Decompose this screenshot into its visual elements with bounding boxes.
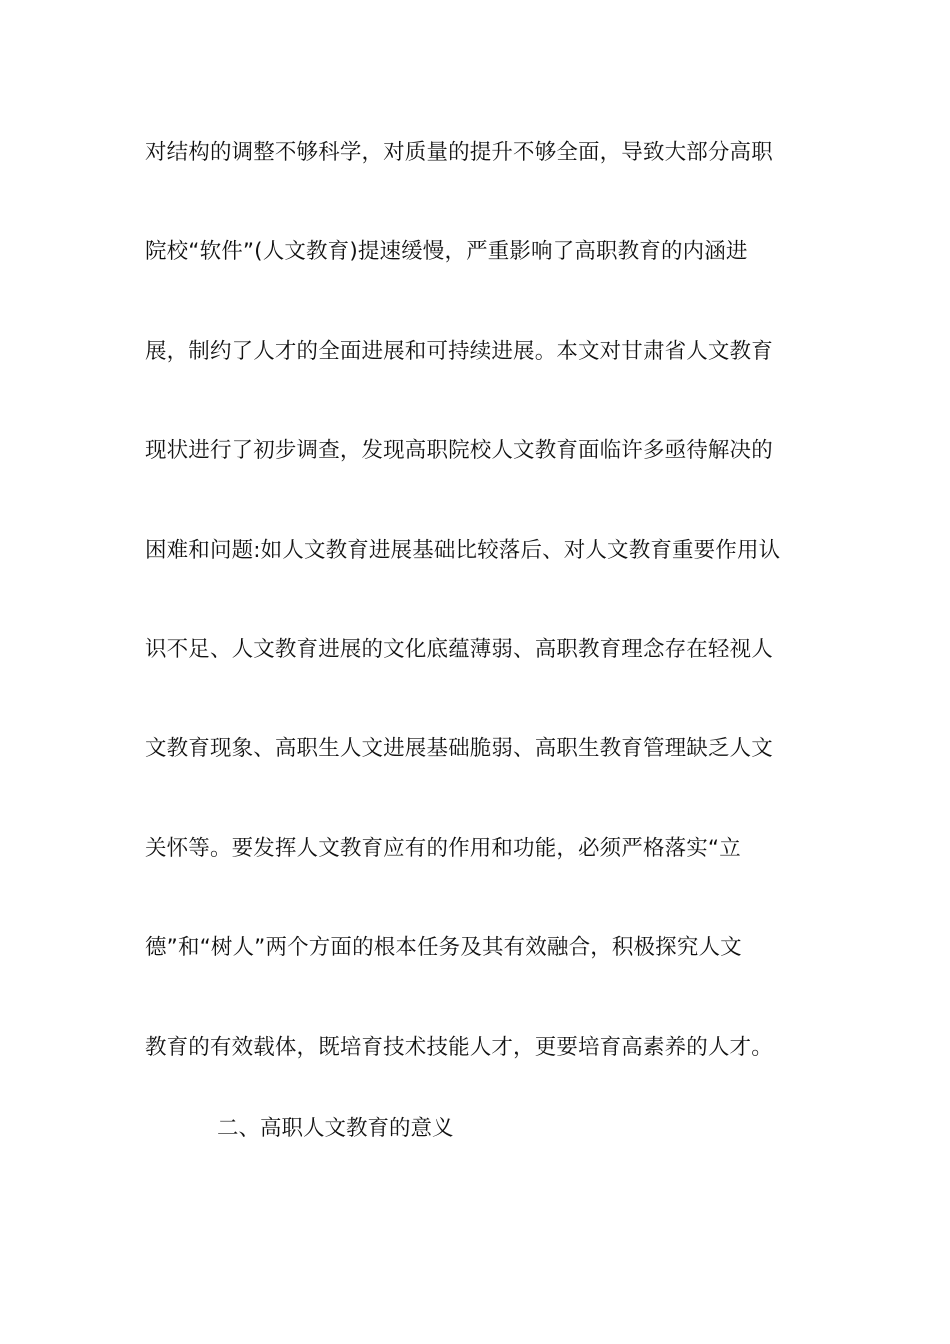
paragraph-line-7: 文教育现象、高职生人文进展基础脆弱、高职生教育管理缺乏人文 <box>145 736 773 761</box>
paragraph-line-5: 困难和问题:如人文教育进展基础比较落后、对人文教育重要作用认 <box>145 538 781 563</box>
paragraph-line-3: 展，制约了人才的全面进展和可持续进展。本文对甘肃省人文教育 <box>145 339 773 364</box>
paragraph-line-9: 德”和“树人”两个方面的根本任务及其有效融合，积极探究人文 <box>145 935 742 960</box>
paragraph-line-10: 教育的有效载体，既培育技术技能人才，更要培育高素养的人才。 <box>145 1035 773 1060</box>
paragraph-line-4: 现状进行了初步调查，发现高职院校人文教育面临许多亟待解决的 <box>145 438 773 463</box>
paragraph-line-6: 识不足、人文教育进展的文化底蕴薄弱、高职教育理念存在轻视人 <box>145 637 773 662</box>
paragraph-line-1: 对结构的调整不够科学，对质量的提升不够全面，导致大部分高职 <box>145 140 773 165</box>
paragraph-line-2: 院校“软件”(人文教育)提速缓慢，严重影响了高职教育的内涵进 <box>145 239 748 264</box>
paragraph-line-8: 关怀等。要发挥人文教育应有的作用和功能，必须严格落实“立 <box>145 836 741 861</box>
section-heading: 二、高职人文教育的意义 <box>217 1116 454 1141</box>
